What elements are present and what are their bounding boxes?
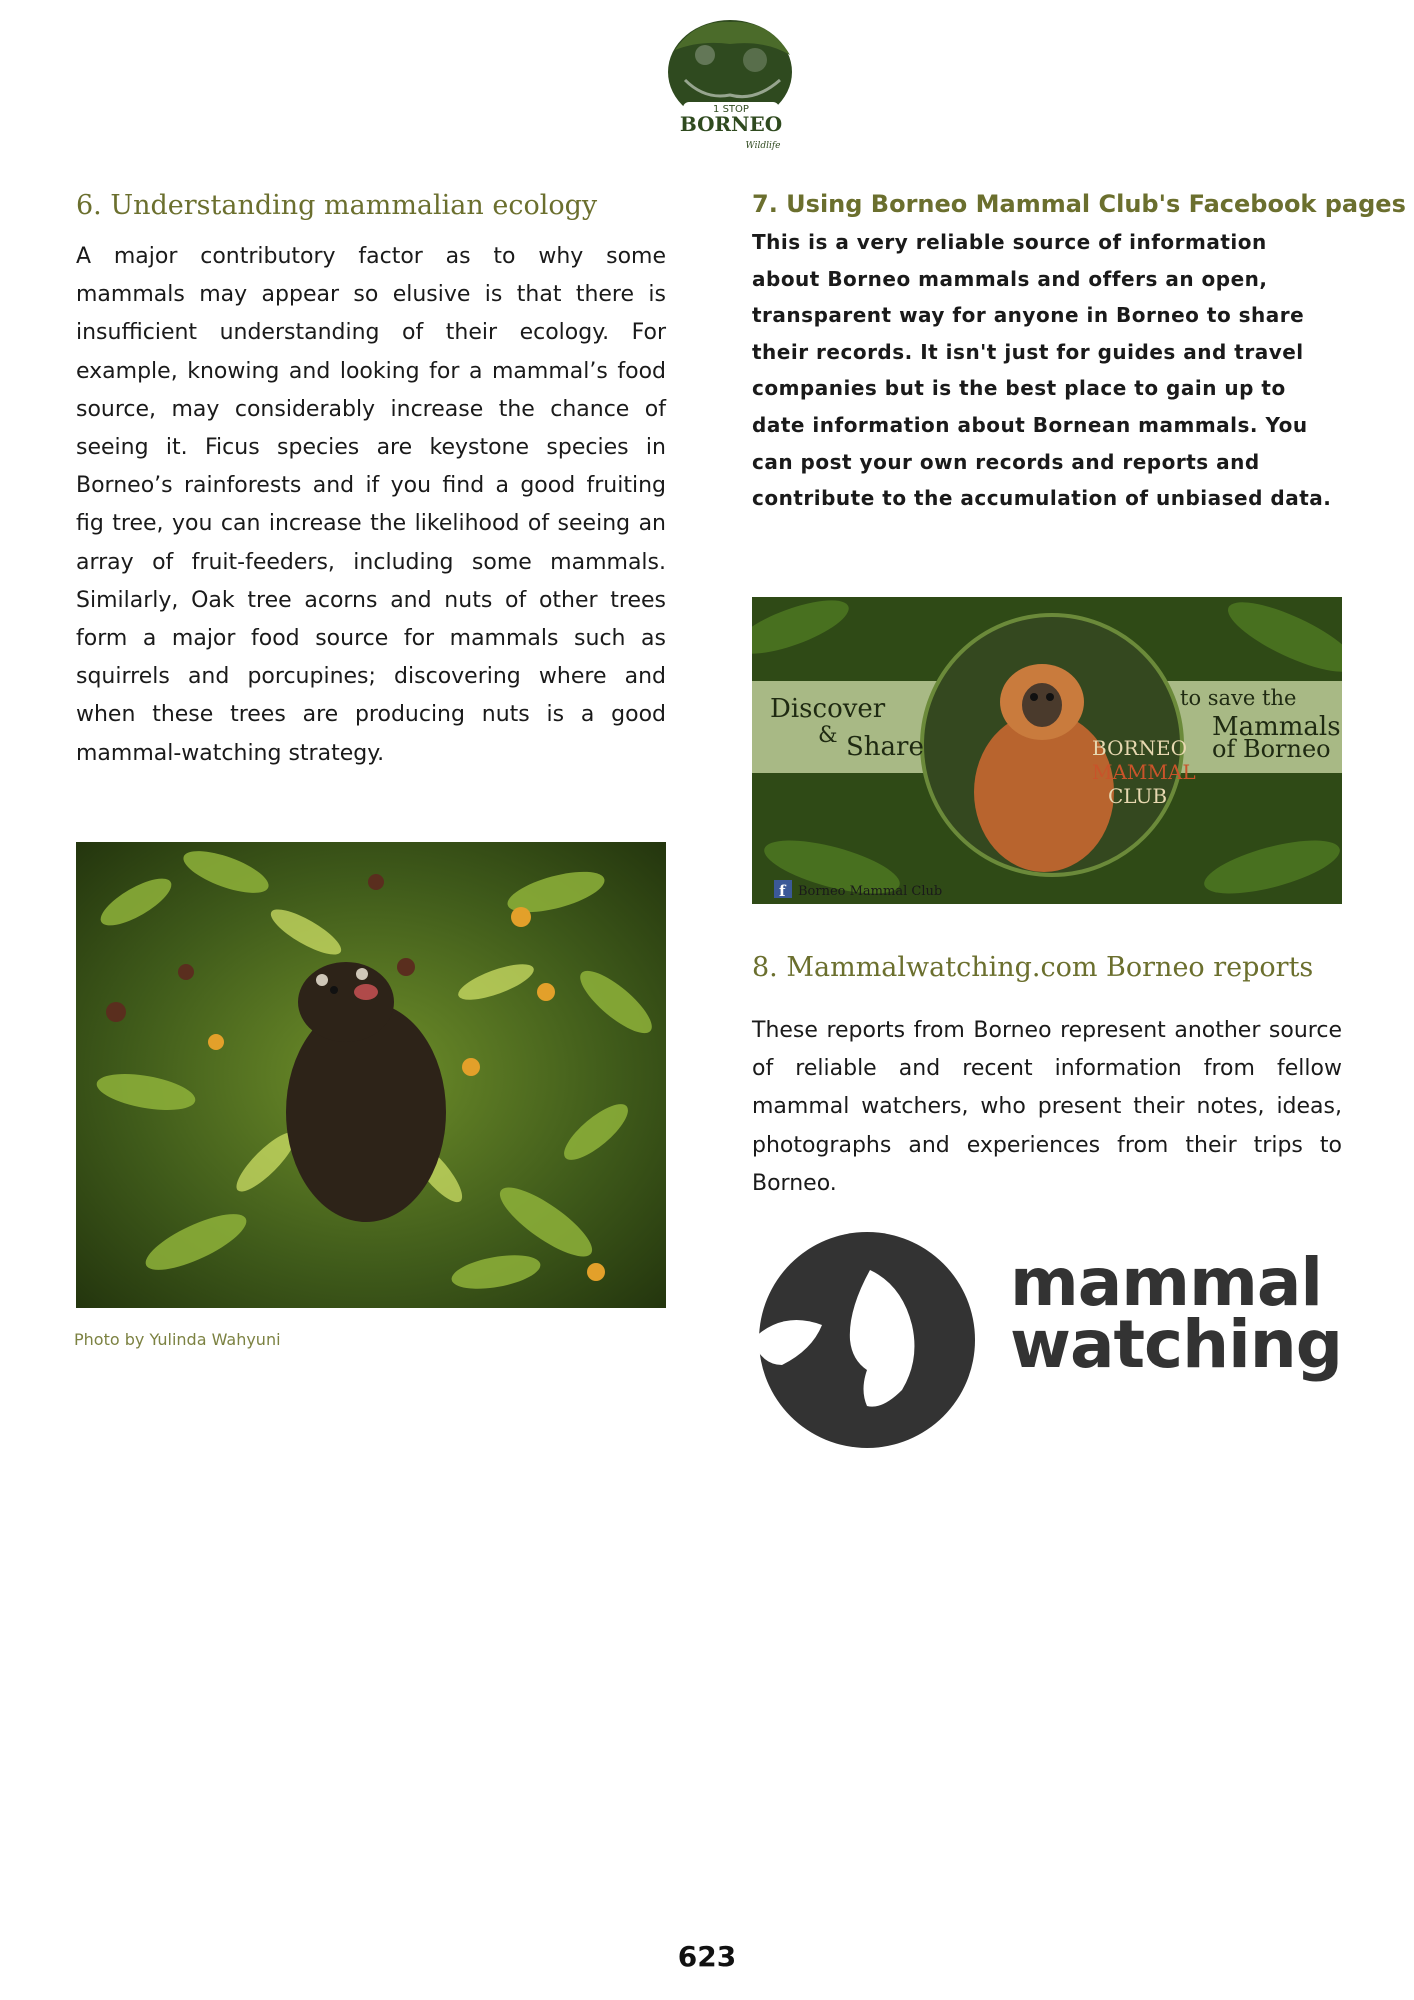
civet-photo [76, 842, 666, 1308]
banner-club-line2: MAMMAL [1092, 760, 1196, 784]
paragraph-mammalian-ecology: A major contributory factor as to why some mammals may appear so elusive is that there is insufficient understanding of their ecology. For example, knowing and looking for a mammal’s food source, may considerably increase the chance of seeing it. Ficus species are keystone species in Borneo’s rainforests and if you find a good fruiting fig tree, you can increase the likelihood of seeing an array of fruit-feeders, including some mammals. Similarly, Oak tree acorns and nuts of other trees form a major food source for mammals such as squirrels and porcupines; discovering where and when these trees are producing nuts is a good mammal-watching strategy. [76, 244, 666, 766]
banner-amp: & [818, 723, 838, 748]
heading-mammalwatching: 8. Mammalwatching.com Borneo reports [752, 952, 1314, 983]
banner-to-save: to save the [1180, 686, 1297, 710]
logo-line1: 1 STOP [713, 104, 749, 115]
mammalwatching-logo [752, 1230, 1343, 1450]
banner-club-line1: BORNEO [1092, 736, 1188, 760]
banner-facebook-label: Borneo Mammal Club [798, 884, 943, 899]
section-mammalian-ecology [76, 186, 666, 773]
section-mammalwatching [752, 948, 1342, 1203]
banner-share: Share [846, 732, 924, 762]
mammalwatching-wordmark [1010, 1244, 1343, 1383]
svg-text:f: f [779, 882, 786, 900]
paragraph-mammalwatching: These reports from Borneo represent another source of reliable and recent information from fellow mammal watchers, who present their notes, ideas, photographs and experiences from their trips to Borneo. [752, 1018, 1342, 1196]
banner-mammals: Mammals [1212, 712, 1341, 742]
banner-club-line3: CLUB [1108, 784, 1168, 808]
mammalwatching-line1: mammal [1010, 1244, 1323, 1321]
banner-of-borneo: of Borneo [1212, 735, 1331, 763]
borneo-mammal-club-banner [752, 597, 1342, 904]
mammalwatching-line2: watching [1010, 1306, 1343, 1383]
paragraph-facebook-pages: This is a very reliable source of information about Borneo mammals and offers an open, transparent way for anyone in Borneo to share their records. It isn't just for guides and travel companies but is the best place to gain up to date information about Bornean mammals. You can post your own records and reports and contribute to the accumulation of unbiased data. [752, 230, 1332, 511]
logo-line3: Wildlife [745, 141, 781, 151]
page-number: 623 [677, 1940, 737, 1973]
photo-caption: Photo by Yulinda Wahyuni [74, 1330, 281, 1349]
logo-line2: BORNEO [679, 112, 783, 136]
borneo-logo [645, 10, 815, 160]
banner-discover: Discover [770, 694, 886, 724]
section-facebook-pages [752, 186, 1406, 517]
heading-facebook-pages: 7. Using Borneo Mammal Club's Facebook pages [752, 190, 1406, 218]
heading-mammalian-ecology: 6. Understanding mammalian ecology [76, 190, 598, 221]
